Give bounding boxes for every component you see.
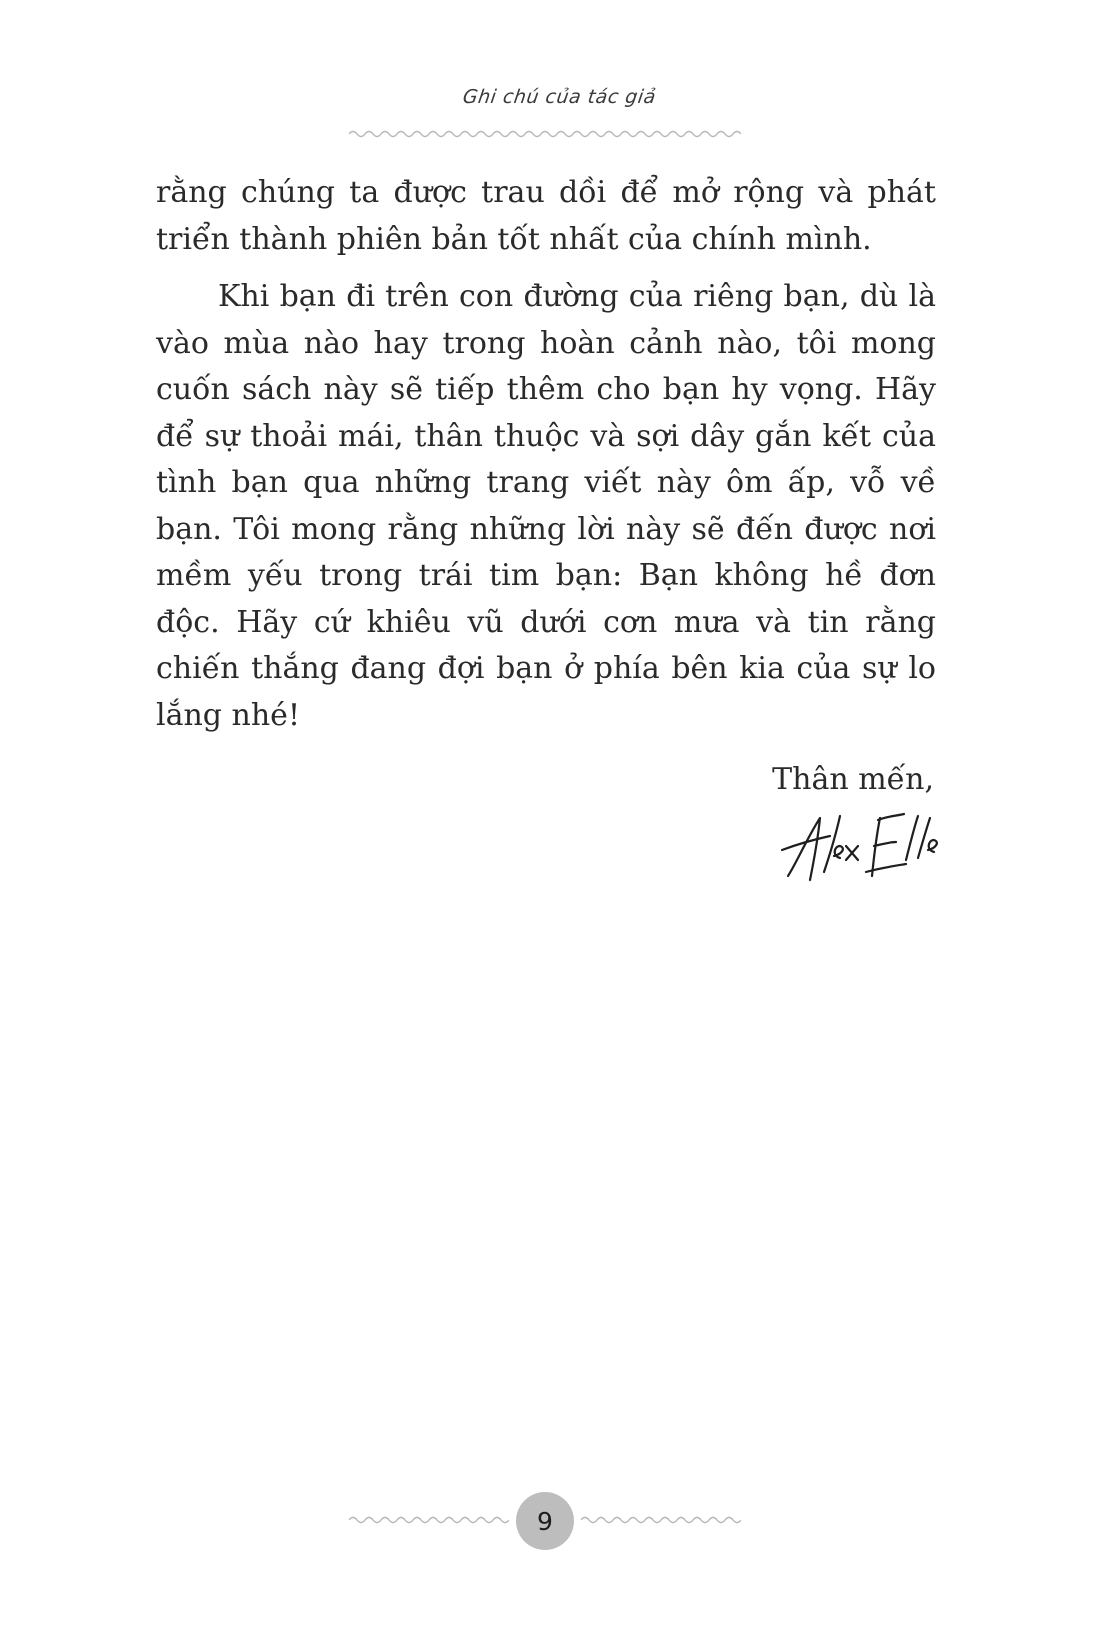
page-number: 9 <box>537 1506 553 1536</box>
body-text <box>156 170 936 750</box>
paragraph: Khi bạn đi trên con đường của riêng bạn, dù là vào mùa nào hay trong hoàn cảnh nào, tôi mong cuốn sách này sẽ tiếp thêm cho bạn hy vọng. Hãy để sự thoải mái, thân thuộc và sợi dây gắn kết của tình bạn qua những trang viết này ôm ấp, vỗ về bạn. Tôi mong rằng những lời này sẽ đến được nơi mềm yếu trong trái tim bạn: Bạn không hề đơn độc. Hãy cứ khiêu vũ dưới cơn mưa và tin rằng chiến thắng đang đợi bạn ở phía bên kia của sự lo lắng nhé! <box>156 279 936 733</box>
header-wave-divider <box>349 128 741 140</box>
running-title: Ghi chú của tác giả <box>461 86 658 108</box>
paragraph-continuation: rằng chúng ta được trau dồi để mở rộng và phát triển thành phiên bản tốt nhất của chính mình. <box>156 175 936 257</box>
page-footer <box>349 1490 741 1550</box>
running-header <box>0 86 1119 108</box>
footer-wave-left <box>349 1514 509 1526</box>
closing-salutation: Thân mến, <box>772 762 934 797</box>
page-number-badge <box>516 1492 574 1550</box>
author-signature <box>780 810 950 886</box>
footer-wave-right <box>581 1514 741 1526</box>
